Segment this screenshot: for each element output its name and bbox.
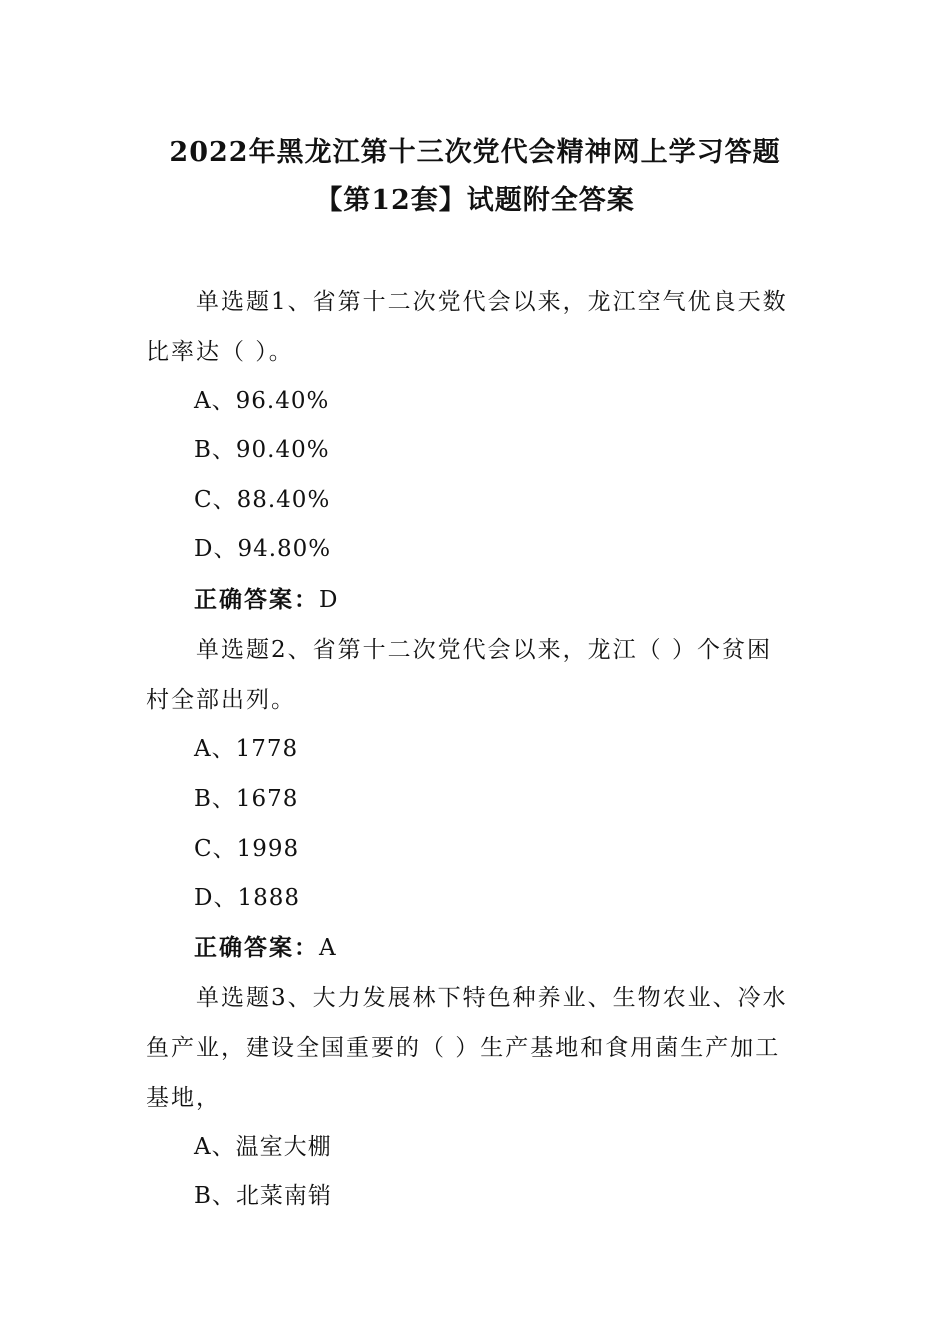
question-1-option-a: A、96.40% bbox=[194, 388, 330, 414]
question-2-option-c: C、1998 bbox=[194, 836, 300, 862]
question-3-text-line-1: 单选题3、大力发展林下特色种养业、生物农业、冷水 bbox=[196, 985, 788, 1011]
answer-value: A bbox=[319, 935, 336, 961]
question-1-option-c: C、88.40% bbox=[194, 487, 331, 513]
question-2-option-b: B、1678 bbox=[194, 786, 299, 812]
question-2-text-line-2: 村全部出列。 bbox=[146, 687, 296, 713]
question-2-option-a: A、1778 bbox=[194, 736, 299, 762]
question-1-answer bbox=[194, 580, 337, 620]
question-2-option-d: D、1888 bbox=[194, 885, 300, 911]
question-1-text-line-1: 单选题1、省第十二次党代会以来，龙江空气优良天数 bbox=[196, 289, 788, 315]
question-3-option-a: A、温室大棚 bbox=[194, 1134, 332, 1160]
question-1-option-b: B、90.40% bbox=[194, 437, 330, 463]
document-title-line-2: 【第12套】试题附全答案 bbox=[315, 185, 635, 216]
answer-value: D bbox=[319, 587, 338, 613]
question-1-text-line-2: 比率达（ ）。 bbox=[146, 339, 294, 365]
question-3-text-line-3: 基地， bbox=[146, 1085, 221, 1111]
answer-label: 正确答案： bbox=[194, 586, 319, 613]
question-1-option-d: D、94.80% bbox=[194, 536, 332, 562]
document-title-line-1: 2022年黑龙江第十三次党代会精神网上学习答题 bbox=[169, 137, 781, 168]
question-2-text-line-1: 单选题2、省第十二次党代会以来，龙江（ ）个贫困 bbox=[196, 637, 772, 663]
question-3-text-line-2: 鱼产业，建设全国重要的（ ）生产基地和食用菌生产加工 bbox=[146, 1035, 781, 1061]
question-2-answer bbox=[194, 928, 336, 968]
question-3-option-b: B、北菜南销 bbox=[194, 1183, 332, 1209]
answer-label: 正确答案： bbox=[194, 934, 319, 961]
